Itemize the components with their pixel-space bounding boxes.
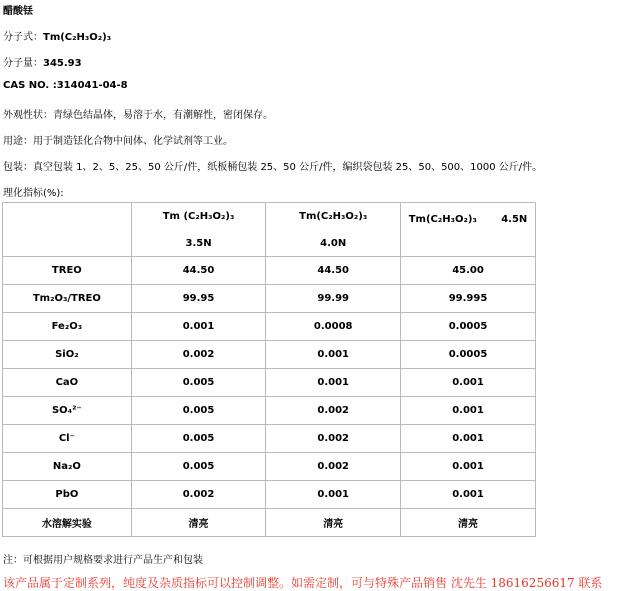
- row-label: Na₂O: [3, 453, 132, 481]
- row-value: 清亮: [266, 509, 401, 537]
- header-grade: 4.5N: [501, 214, 528, 225]
- cas-value: 314041-04-8: [56, 80, 128, 91]
- row-label: SO₄²⁻: [3, 397, 132, 425]
- row-value: 44.50: [131, 257, 266, 285]
- table-row: [3, 369, 536, 397]
- row-value: 0.0005: [401, 313, 536, 341]
- row-value: 0.002: [266, 397, 401, 425]
- usage-text: 用途：用于制造铥化合物中间体、化学试剂等工业。: [3, 136, 233, 147]
- table-header-row: [3, 203, 536, 257]
- header-name: Tm(C₂H₃O₂)₃: [408, 214, 477, 225]
- row-value: 0.005: [131, 369, 266, 397]
- footnote: 注：可根据用户规格要求进行产品生产和包装: [3, 555, 203, 566]
- cas-number: [3, 80, 128, 91]
- header-grade: 4.0N: [320, 237, 347, 249]
- table-row: [3, 313, 536, 341]
- header-cell: [131, 203, 266, 257]
- row-value: 99.995: [401, 285, 536, 313]
- header-cell: [401, 203, 536, 257]
- row-label: PbO: [3, 481, 132, 509]
- row-label: SiO₂: [3, 341, 132, 369]
- appearance-text: 外观性状：青绿色结晶体，易溶于水，有潮解性，密闭保存。: [3, 110, 273, 121]
- row-value: 清亮: [401, 509, 536, 537]
- table-row: [3, 285, 536, 313]
- row-value: 0.001: [401, 369, 536, 397]
- header-empty-cell: [3, 203, 132, 257]
- cas-label: CAS NO. :: [3, 80, 57, 91]
- row-value: 0.002: [131, 481, 266, 509]
- molecular-weight: [3, 54, 82, 69]
- molecular-formula: [3, 28, 111, 43]
- row-value: 99.95: [131, 285, 266, 313]
- table-row: [3, 257, 536, 285]
- row-value: 0.001: [266, 481, 401, 509]
- formula-value: Tm(C₂H₃O₂)₃: [43, 32, 112, 43]
- formula-label: 分子式：: [3, 32, 43, 43]
- row-value: 0.001: [131, 313, 266, 341]
- row-label: 水溶解实验: [3, 509, 132, 537]
- row-value: 0.002: [266, 425, 401, 453]
- table-row: [3, 425, 536, 453]
- row-label: CaO: [3, 369, 132, 397]
- row-label: Cl⁻: [3, 425, 132, 453]
- row-value: 45.00: [401, 257, 536, 285]
- header-cell: [266, 203, 401, 257]
- spec-table: [2, 202, 536, 537]
- row-value: 44.50: [266, 257, 401, 285]
- table-row: [3, 341, 536, 369]
- row-value: 0.001: [401, 453, 536, 481]
- table-row: [3, 453, 536, 481]
- header-name: Tm (C₂H₃O₂)₃: [162, 210, 235, 222]
- product-title: 醋酸铥: [3, 6, 33, 17]
- header-name-grade: [409, 214, 528, 225]
- row-value: 0.002: [131, 341, 266, 369]
- row-value: 0.005: [131, 453, 266, 481]
- row-value: 0.001: [266, 341, 401, 369]
- row-value: 0.001: [401, 397, 536, 425]
- spec-heading: 理化指标(%):: [3, 188, 64, 199]
- row-value: 0.0005: [401, 341, 536, 369]
- header-name: Tm(C₂H₃O₂)₃: [299, 210, 368, 222]
- mass-label: 分子量：: [3, 58, 43, 69]
- row-value: 0.002: [266, 453, 401, 481]
- row-label: Fe₂O₃: [3, 313, 132, 341]
- table-row: [3, 397, 536, 425]
- header-grade: 3.5N: [185, 237, 212, 249]
- row-value: 0.0008: [266, 313, 401, 341]
- row-value: 0.001: [266, 369, 401, 397]
- row-value: 99.99: [266, 285, 401, 313]
- row-value: 0.001: [401, 481, 536, 509]
- row-value: 0.005: [131, 397, 266, 425]
- row-value: 0.005: [131, 425, 266, 453]
- mass-value: 345.93: [43, 58, 82, 69]
- row-value: 清亮: [131, 509, 266, 537]
- row-value: 0.001: [401, 425, 536, 453]
- table-row: [3, 481, 536, 509]
- table-row: [3, 509, 536, 537]
- row-label: TREO: [3, 257, 132, 285]
- customization-notice: 该产品属于定制系列，纯度及杂质指标可以控制调整。如需定制，可与特殊产品销售 沈先生 18616256617 联系: [3, 576, 603, 590]
- packaging-text: 包装：真空包装 1、2、5、25、50 公斤/件，纸板桶包装 25、50 公斤/件，编织袋包装 25、50、500、1000 公斤/件。: [3, 162, 543, 173]
- row-label: Tm₂O₃/TREO: [3, 285, 132, 313]
